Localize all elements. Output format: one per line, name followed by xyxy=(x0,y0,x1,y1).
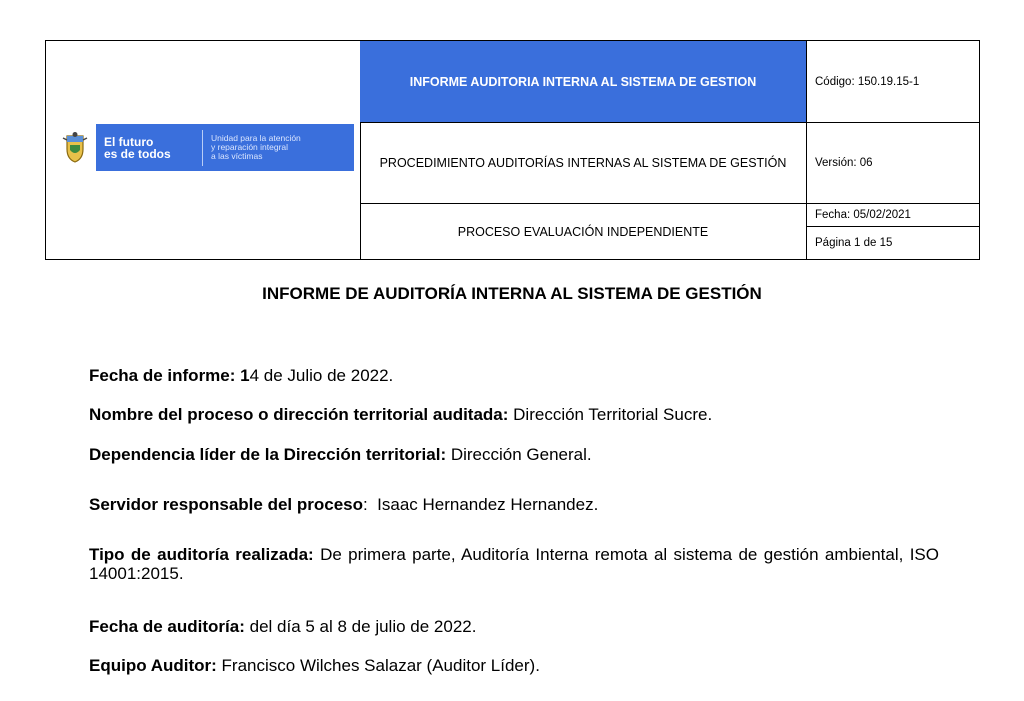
audit-date-label: Fecha de auditoría: xyxy=(89,617,245,636)
date-page-cell xyxy=(807,204,979,259)
institution-logo xyxy=(54,124,354,171)
unit-line-3: a las víctimas xyxy=(211,151,263,161)
brand-text xyxy=(104,136,194,160)
process-field xyxy=(89,405,939,424)
report-title-cell xyxy=(360,41,806,123)
code-cell xyxy=(807,41,979,123)
process-name: PROCESO EVALUACIÓN INDEPENDIENTE xyxy=(457,224,709,239)
document-title: INFORME DE AUDITORÍA INTERNA AL SISTEMA DE GESTIÓN xyxy=(262,284,762,303)
process-label: Nombre del proceso o dirección territorial auditada: xyxy=(89,405,509,424)
process-cell xyxy=(360,204,806,259)
report-date-value: 4 de Julio de 2022. xyxy=(249,366,394,385)
unit-text xyxy=(211,134,301,161)
date-cell xyxy=(807,204,979,227)
unit-line-2: y reparación integral xyxy=(211,142,289,152)
audit-type-value: De primera parte, Auditoría Interna remota al sistema de gestión ambiental, ISO 14001:2015. xyxy=(89,545,939,583)
document-version: Versión: 06 xyxy=(815,157,873,169)
lead-value: Dirección General. xyxy=(450,445,592,464)
logo-cell xyxy=(46,41,361,259)
audit-date-field xyxy=(89,617,939,636)
brand-line-2: es de todos xyxy=(104,146,171,161)
lead-label: Dependencia líder de la Dirección territorial: xyxy=(89,445,447,464)
responsible-label: Servidor responsable del proceso xyxy=(89,495,363,514)
header-right-column xyxy=(807,41,979,259)
document-date: Fecha: 05/02/2021 xyxy=(815,209,911,221)
audit-team-value: Francisco Wilches Salazar (Auditor Líder). xyxy=(221,656,540,675)
coat-of-arms-icon xyxy=(54,124,96,171)
document-header-table xyxy=(45,40,980,260)
lead-field xyxy=(89,445,939,464)
page-number: Página 1 de 15 xyxy=(815,237,893,249)
audit-type-label: Tipo de auditoría realizada: xyxy=(89,545,314,564)
report-date-label: Fecha de informe: 1 xyxy=(89,366,250,385)
report-date-field xyxy=(89,366,939,385)
procedure-name: PROCEDIMIENTO AUDITORÍAS INTERNAS AL SISTEMA DE GESTIÓN xyxy=(379,156,787,170)
procedure-cell xyxy=(360,123,806,204)
unit-line-1: Unidad para la atención xyxy=(211,133,301,143)
audit-team-field xyxy=(89,656,939,675)
document-code: Código: 150.19.15-1 xyxy=(815,75,920,88)
responsible-field xyxy=(89,495,939,514)
audit-team-label: Equipo Auditor: xyxy=(89,656,217,675)
brand-line-1: El futuro xyxy=(104,134,154,149)
version-cell xyxy=(807,123,979,204)
responsible-value: : Isaac Hernandez Hernandez. xyxy=(362,495,599,514)
audit-date-value: del día 5 al 8 de julio de 2022. xyxy=(249,617,477,636)
process-value: Dirección Territorial Sucre. xyxy=(513,405,713,424)
audit-type-field xyxy=(89,545,939,583)
header-middle-column xyxy=(360,41,807,259)
page-cell xyxy=(807,227,979,259)
report-title: INFORME AUDITORIA INTERNA AL SISTEMA DE GESTION xyxy=(409,74,757,89)
logo-divider xyxy=(202,130,203,166)
